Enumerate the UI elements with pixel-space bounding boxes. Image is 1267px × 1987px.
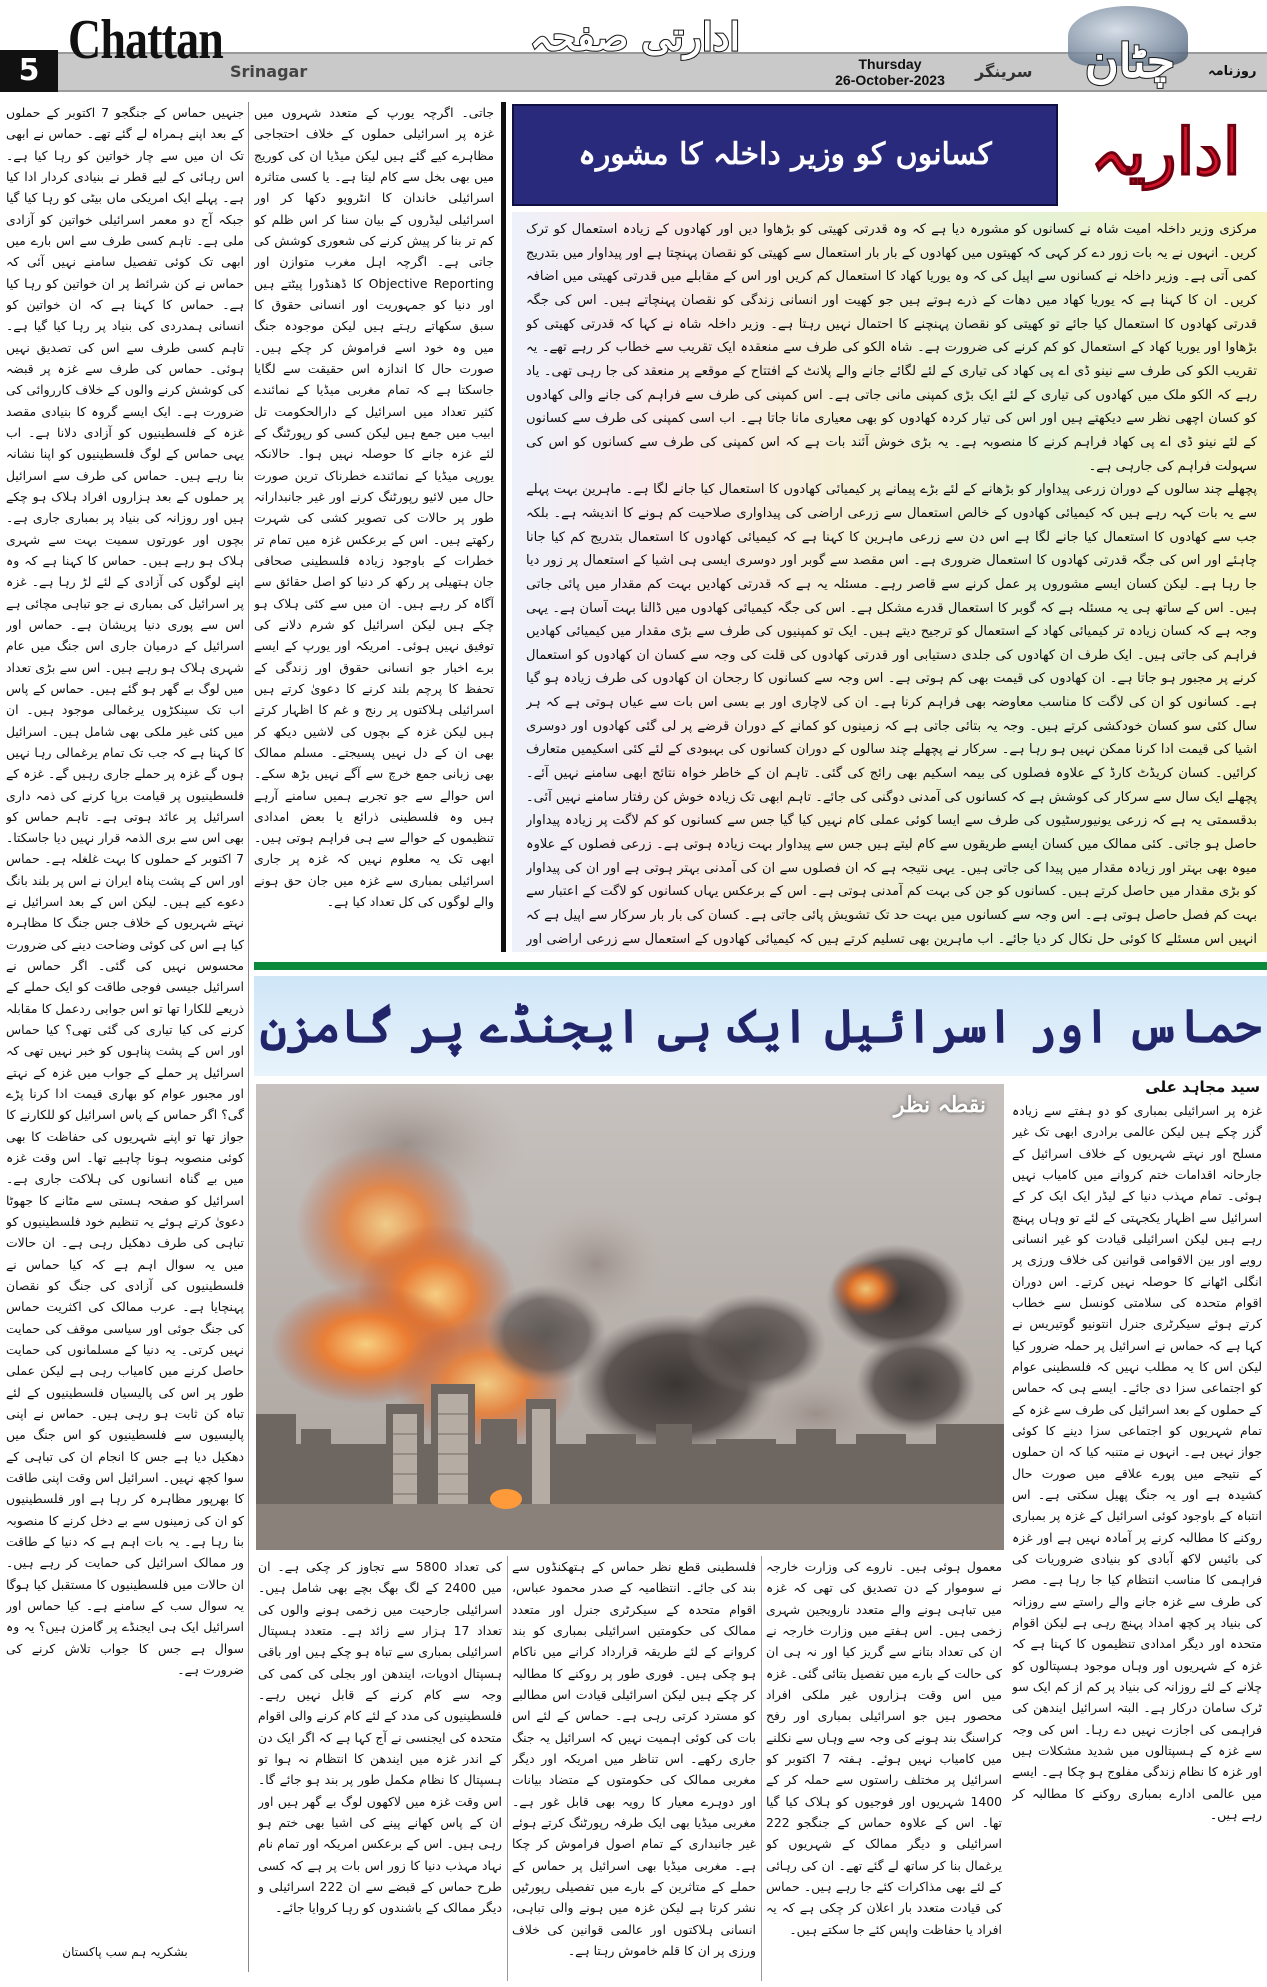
brand-logo-urdu-text: چٹان <box>1084 34 1176 88</box>
daily-label: روزنامہ <box>1208 64 1257 79</box>
column-text: کی تعداد 5800 سے تجاوز کر چکی ہے۔ ان میں 2400 کے لگ بھگ بچے بھی شامل ہیں۔ اسرائیلی جارحیت میں زخمی ہونے والوں کی تعداد 17 ہزار سے زائد ہے۔ متعدد ہسپتال اسرائیلی بمباری سے تباہ ہو چکے ہیں اور باقی ہسپتال ادویات، ایندھن اور بجلی کی کمی کی وجہ سے کام کرنے کے قابل نہیں رہے۔ فلسطینیوں کی مدد کے لئے کام کرنے والی اقوام متحدہ کی ایجنسی نے آج کہا ہے کہ اگر ایک دن کے اندر غزہ میں ایندھن کا انتظام نہ ہوا تو ہسپتال کا نظام مکمل طور پر بند ہو جائے گا۔ اس وقت غزہ میں لاکھوں لوگ بے گھر ہیں اور ان کے پاس کھانے پینے کی اشیا بھی ختم ہو رہی ہیں۔ اس کے برعکس امریکہ اور تمام نام نہاد مہذب دنیا کا زور اس بات پر ہے کہ کسی طرح حماس کے قبضے سے ان 222 اسرائیلی و دیگر ممالک کے باشندوں کو رہا کروایا جائے۔ <box>258 1559 502 1916</box>
article-headline-band <box>254 976 1267 1076</box>
article-bottom-column-1 <box>766 1556 1002 1981</box>
column-text: معمول ہوئی ہیں۔ ناروے کی وزارت خارجہ نے سوموار کے دن تصدیق کی تھی کہ غزہ میں تباہی ہونے والے متعدد نارویجین شہری زخمی ہیں۔ اس ہفتے میں وزارت خارجہ نے ان کی تعداد بتانے سے گریز کیا اور نہ ہی ان کی حالت کے بارے میں تفصیل بتائی گئی۔ غزہ میں اس وقت ہزاروں غیر ملکی افراد محصور ہیں جو اسرائیلی بمباری اور رفح کراسنگ بند ہونے کی وجہ سے وہاں سے نکلنے میں کامیاب نہیں ہوئے۔ ہفتہ 7 اکتوبر کو اسرائیل پر مختلف راستوں سے حملہ کر کے 1400 شہریوں اور فوجیوں کو ہلاک کیا گیا تھا۔ اس کے علاوہ حماس کے جنگجو 222 اسرائیلی و دیگر ممالک کے شہریوں کو یرغمال بنا کر ساتھ لے گئے تھے۔ ان کی رہائی کے لئے بھی مذاکرات کئے جا رہے ہیں۔ حماس کی قیادت متعدد بار اعلان کر چکی ہے کہ یہ افراد یا حفاظت واپس کئے جا سکتے ہیں۔ <box>766 1559 1002 1937</box>
issue-day: Thursday <box>858 56 922 72</box>
article-credit: بشکریہ ہم سب پاکستان <box>62 1945 188 1959</box>
article-bottom-column-3 <box>258 1556 502 1981</box>
article-continuation-column-2 <box>254 102 494 954</box>
editorial-paragraph: پچھلے چند سالوں کے دوران زرعی پیداوار کو بڑھانے کے لئے بڑے پیمانے پر کیمیائی کھادوں کا استعمال کیا جانے لگا ہے۔ ماہرین بہت پہلے سے یہ بات کہہ رہے ہیں کہ کیمیائی کھادوں کے خالص استعمال سے زرعی اراضی کی پیداواری صلاحیت کم ہونے کا اندیشہ ہے۔ بلکہ جب سے کھادوں کا استعمال کیا جانے لگا ہے اس دن سے زرعی ماہرین کا کہنا ہے کہ کیمیائی کھادوں کا استعمال بتدریج کم کیا جانا چاہئے اور اس کی جگہ قدرتی کھادوں کا استعمال ضروری ہے۔ اس مقصد سے گوبر اور دوسری ایسی ہی اشیا کے استعمال پر زور دیا جا رہا ہے۔ لیکن کسان ایسے مشوروں پر عمل کرنے سے قاصر رہے۔ مسئلہ یہ ہے کہ قدرتی کھادیں بہت کم مقدار میں پائی جاتی ہیں۔ اس کے ساتھ ہی یہ مسئلہ ہے کہ گوبر کا استعمال قدرے مشکل ہے۔ اس کی جگہ کیمیائی کھادوں میں ڈالنا بہت آسان ہے۔ یہی وجہ ہے کہ کسان زیادہ تر کیمیائی کھاد کے استعمال کو ترجیح دیتے ہیں۔ ایک تو کمپنیوں کی طرف سے بڑی مقدار میں کیمیائی کھادیں فراہم کی جاتی ہیں۔ ایک طرف ان کھادوں کی جلدی دستیابی اور قدرتی کھادوں کی قلت کی وجہ سے کسان ان کھادوں کو استعمال کرنے پر مجبور ہو جاتا ہے۔ ان کھادوں کی قیمت بھی کم ہوتی ہے۔ اس وجہ سے کسانوں کا رجحان ان کھادوں کی طرف زیادہ ہو گیا ہے۔ کسانوں کو ان کی لاگت کا مناسب معاوضہ بھی فراہم کرنا ہے۔ ان کی لاچاری اور بے بسی اس بات سے عیاں ہوتی ہے کہ ہر سال کئی سو کسان خودکشی کرتے ہیں۔ وجہ یہ بتائی جاتی ہے کہ زمینوں کو کمانے کے دوران قرضے پر لی گئی کھادوں اور دوسری اشیا کی قیمت ادا کرنا ممکن نہیں ہو رہا ہے۔ سرکار نے پچھلے چند سالوں کے دوران کسانوں کی بہبودی کے لئے کئی اسکیمیں متعارف کرائیں۔ کسان کریڈٹ کارڈ کے علاوہ فصلوں کی بیمہ اسکیم بھی رائج کی گئی۔ تاہم ان کے خاطر خواہ نتائج ابھی سامنے نہیں آئے۔ پچھلے ایک سال سے سرکار کی کوشش ہے کہ کسانوں کی آمدنی دوگنی کی جائے۔ تاہم ابھی تک زیادہ خوش کن رفتار سامنے نہیں آئی۔ بدقسمتی یہ ہے کہ زرعی یونیورسٹیوں کی طرف سے ایسا کوئی عملی کام نہیں کیا گیا جس سے کسانوں کو کم لاگت پر زیادہ پیداوار حاصل ہو جاتی۔ کئی ممالک میں کسان ایسے طریقوں سے کام لیتے ہیں جس سے پیداوار بہت زیادہ ہوتی ہے۔ زرعی فصلوں کے علاوہ میوہ بھی بہتر اور زیادہ مقدار میں پیدا کی جاتی ہیں۔ یہی نتیجہ ہے کہ ان فصلوں سے ان کی آمدنی بہتر ہوتی ہے اور ان کی پیداوار کو بڑی مقدار میں حاصل کرتے ہیں۔ کسانوں کو جن کی بہت کم آمدنی ہوتی ہے۔ اس کے برعکس یہاں کسانوں کو لاگت کے اعتبار سے بہت کم فصل حاصل ہوتی ہے۔ اس وجہ سے کسانوں میں بہت حد تک تشویش پائی جاتی ہے۔ کسان کی بار بار سرکار سے اپیل ہے کہ انہیں اس مسئلے کا کوئی حل نکال کر دیا جائے۔ اب ماہرین بھی تسلیم کرتے ہیں کہ کیمیائی کھادوں کے استعمال سے زرعی اراضی اور <box>526 482 1257 946</box>
column-divider-thick <box>501 102 506 952</box>
editorial-label: اداریہ <box>1090 115 1241 190</box>
editorial-headline: کسانوں کو وزیر داخلہ کا مشورہ <box>578 137 992 172</box>
article-photo <box>256 1084 1004 1550</box>
article-headline: حماس اور اسرائیل ایک ہی ایجنڈے پر گامزن <box>259 999 1262 1053</box>
editorial-headline-banner <box>512 104 1058 206</box>
article-column-right <box>1012 1100 1262 1980</box>
editorial-body <box>512 212 1267 952</box>
column-divider <box>507 1556 508 1981</box>
column-divider <box>248 102 249 1972</box>
editorial-paragraph: مرکزی وزیر داخلہ امیت شاہ نے کسانوں کو مشورہ دیا ہے کہ وہ قدرتی کھیتی کو بڑھاوا دیں اور کھادوں کے زیادہ استعمال کو ترک کریں۔ انہوں نے یہ بات زور دے کر کہی کہ کھیتوں میں کھادوں کے بار بار استعمال سے کھیتی کو نقصان پہنچتا ہے اور پیداوار میں بتدریج کمی آتی ہے۔ وزیر داخلہ نے کسانوں سے اپیل کی کہ وہ یوریا کھاد کا استعمال کم کریں اور اس کے مقابلے میں قدرتی کھیتی میں اضافہ کریں۔ ان کا کہنا ہے کہ یوریا کھاد میں دھات کے ذرے ہوتے ہیں جو کھیت اور انسانی زندگی کو نقصان پہنچاتے ہیں۔ اس کی جگہ قدرتی کھادوں کا استعمال کیا جائے تو کھیتی کو نقصان پہنچنے کا احتمال نہیں رہتا ہے۔ وزیر داخلہ شاہ نے کہا کہ قدرتی کھیتی کو بڑھاوا اور یوریا کھاد کے استعمال کو کم کرنے کی ضرورت ہے۔ شاہ الکو کی طرف سے منعقدہ ایک تقریب سے خطاب کر رہے تھے۔ یہ تقریب الکو کی طرف سے نینو ڈی اے پی کھاد کی تیاری کے لئے لگائے جانے والے پلانٹ کے افتتاح کے موقعے پر منعقد کی جا رہی تھی۔ یاد رہے کہ الکو ملک میں کھادوں کی تیاری کے لئے ایک بڑی کمپنی مانی جاتی ہے۔ اس کمپنی کی طرف سے فراہم کی جانے والی کھادوں کو کسان اچھی نظر سے دیکھتے ہیں اور اس کی تیار کردہ کھادوں کو بھی معیاری مانا جاتا ہے۔ اب اسی کمپنی کی طرف سے کسانوں کے لئے نینو ڈی اے پی کھاد فراہم کرنے کا منصوبہ ہے۔ یہ بڑی خوش آئند بات ہے کہ اس کمپنی کی طرف سے کسانوں کو اس کی سہولت فراہم کی جارہی ہے۔ <box>526 222 1257 474</box>
brand-logo-urdu <box>1060 6 1200 92</box>
issue-date: 26-October-2023 <box>835 72 945 88</box>
section-divider <box>254 962 1267 970</box>
gaza-smoke-photo <box>256 1084 1004 1550</box>
section-title: ادارتی صفحہ <box>529 14 741 59</box>
column-text: جاتی۔ اگرچہ یورپ کے متعدد شہروں میں غزہ پر اسرائیلی حملوں کے خلاف احتجاجی مظاہرے کیے گئے ہیں لیکن میڈیا ان کی کوریج میں بھی بخل سے کام لیتا ہے۔ یا کسی متاثرہ اسرائیلی خاندان کا انٹرویو دکھا کر اور اسرائیلی لیڈروں کے بیان سنا کر اس ظلم کو کم تر بنا کر پیش کرنے کی شعوری کوشش کی جاتی ہے۔ اگرچہ اہل مغرب متوازن اور Objective Reporting کا ڈھنڈورا پیٹتے ہیں اور دنیا کو جمہوریت اور انسانی حقوق کا سبق سکھاتے رہتے ہیں لیکن موجودہ جنگ میں وہ خود اسے فراموش کر چکے ہیں۔ صورت حال کا اندازہ اس حقیقت سے لگایا جاسکتا ہے کہ تمام مغربی میڈیا کے نمائندے کثیر تعداد میں اسرائیل کے دارالحکومت تل ابیب میں جمع ہیں لیکن کسی کو رپورٹنگ کے لئے غزہ جانے کا حوصلہ نہیں ہوا۔ حالانکہ یورپی میڈیا کے نمائندے خطرناک ترین صورت حال میں لائیو رپورٹنگ کرنے اور غیر جانبدارانہ طور پر حالات کی تصویر کشی کی شہرت رکھتے ہیں۔ اس کے برعکس غزہ میں تمام تر خطرات کے باوجود زیادہ فلسطینی صحافی جان ہتھیلی پر رکھ کر دنیا کو اصل حقائق سے آگاہ کر رہے ہیں۔ ان میں سے کئی ہلاک ہو چکے ہیں لیکن اسرائیل کو شرم دلانے کی توفیق نہیں ہوئی۔ امریکہ اور یورپ کے ایسے برے اخبار جو انسانی حقوق اور زندگی کے تحفظ کا پرچم بلند کرنے کا دعویٰ کرتے ہیں اسرائیلی ہلاکتوں پر رنج و غم کا اظہار کرتے ہیں لیکن غزہ کے بچوں کی لاشیں دیکھ کر بھی ان کے دل نہیں پسیجتے۔ مسلم ممالک بھی زبانی جمع خرچ سے آگے نہیں بڑھ سکے۔ اس حوالے سے جو تجربے ہمیں سامنے آرہے ہیں وہ فلسطینی ذرائع یا بعض امدادی تنظیموں کے حوالے سے ہی فراہم ہوتی ہیں۔ ابھی تک یہ معلوم نہیں کہ غزہ پر جاری اسرائیلی بمباری سے غزہ میں جان حق ہونے والے لوگوں کی کل تعداد کیا ہے۔ <box>254 105 494 910</box>
editorial-label-box <box>1064 104 1267 206</box>
column-divider <box>761 1556 762 1981</box>
editorial-text <box>526 218 1257 946</box>
page-number: 5 <box>0 50 58 92</box>
article-continuation-column-1 <box>6 102 244 1974</box>
city-urdu: سرینگر <box>975 62 1033 81</box>
brand-logo-latin: Chattan <box>68 9 224 71</box>
masthead <box>0 0 1267 93</box>
photo-section-label: نقطہ نظر <box>893 1092 986 1118</box>
column-text: جنہیں حماس کے جنگجو 7 اکتوبر کے حملوں کے بعد اپنے ہمراہ لے گئے تھے۔ حماس نے ابھی تک ان میں سے چار خواتین کو رہا کیا ہے۔ اس رہائی کے لیے قطر نے بنیادی کردار ادا کیا ہے۔ پہلے ایک امریکی ماں بیٹی کو رہا کیا گیا جبکہ آج دو معمر اسرائیلی خواتین کو آزادی ملی ہے۔ تاہم کسی طرف سے اس بارے میں ابھی تک کوئی تفصیل سامنے نہیں آئی کہ حماس نے کن شرائط پر ان خواتین کو رہا کیا ہے۔ حماس کا کہنا ہے کہ ان خواتین کو انسانی ہمدردی کی بنیاد پر رہا کیا گیا ہے۔ تاہم کسی طرف سے اس کی تصدیق نہیں ہوئی۔ حماس کی طرف سے غزہ پر قبضہ کی کوشش کرنے والوں کے خلاف کارروائی کی ضرورت ہے۔ ایک ایسے گروہ کا بنیادی مقصد غزہ کے فلسطینیوں کو آزادی دلانا ہے۔ اب یہی حماس کے لوگ فلسطینیوں کو اپنا نشانہ بنا رہے ہیں۔ حماس کی طرف سے اسرائیل پر حملوں کے بعد ہزاروں افراد ہلاک ہو چکے ہیں اور روزانہ کی بنیاد پر بمباری جاری ہے۔ بچوں اور عورتوں سمیت بہت سے شہری ہلاک ہو رہے ہیں۔ حماس کا کہنا ہے کہ وہ اپنے لوگوں کی آزادی کے لئے لڑ رہا ہے۔ غزہ پر اسرائیل کی بمباری نے جو تباہی مچائی ہے اس سے پوری دنیا پریشان ہے۔ حماس اور اسرائیل کے درمیان جاری اس جنگ میں عام شہری ہلاک ہو رہے ہیں۔ اس سے بڑی تعداد میں لوگ بے گھر ہو گئے ہیں۔ حماس کے پاس اب تک سینکڑوں یرغمالی موجود ہیں۔ ان میں کئی غیر ملکی بھی شامل ہیں۔ اسرائیل کا کہنا ہے کہ جب تک تمام یرغمالی رہا نہیں ہوں گے غزہ پر حملے جاری رہیں گے۔ غزہ کے فلسطینیوں پر قیامت برپا کرنے کی ذمہ داری اسرائیل پر عائد ہوتی ہے۔ تاہم حماس کو بھی اس سے بری الذمہ قرار نہیں دیا جاسکتا۔ 7 اکتوبر کے حملوں کا بہت غلغلہ ہے۔ حماس اور اس کے پشت پناہ ایران نے اس پر بلند بانگ دعوے کیے ہیں۔ لیکن اس کے بعد اسرائیل نے نہتے شہریوں کے خلاف جس جنگ کا مظاہرہ کیا ہے اس کی کوئی وضاحت دینے کی ضرورت محسوس نہیں کی گئی۔ اگر حماس نے اسرائیل جیسی فوجی طاقت کو ایک حملے کے ذریعے للکارا تھا تو اس جوابی ردعمل کا مقابلہ کرنے کی کیا تیاری کی گئی تھی؟ کیا حماس اور اس کے پشت پناہوں کو خبر نہیں تھی کہ اسرائیل پر حملے کے جواب میں غزہ کے نہتے اور مجبور عوام کو بھاری قیمت ادا کرنا پڑے گی؟ اگر حماس کے پاس اسرائیل کو للکارنے کا جواز تھا تو اپنے شہریوں کی حفاظت کا بھی کوئی منصوبہ ہونا چاہیے تھا۔ اس وقت غزہ میں بے گناہ انسانوں کی ہلاکت جاری ہے۔ اسرائیل کو صفحہ ہستی سے مٹانے کا جھوٹا دعویٰ کرتے ہوئے یہ تنظیم خود فلسطینیوں کو تباہی کی طرف دھکیل رہی ہے۔ ان حالات میں یہ سوال اہم ہے کہ کیا حماس نے فلسطینیوں کی آزادی کی جنگ کو نقصان پہنچایا ہے۔ عرب ممالک کی اکثریت حماس کی جنگ جوئی اور سیاسی موقف کی حمایت نہیں کرتی۔ یہ دنیا کے مسلمانوں کی حمایت حاصل کرنے میں کامیاب رہی ہے لیکن عملی طور پر اس کی پالیسیاں فلسطینیوں کے لئے تباہ کن ثابت ہو رہی ہیں۔ حماس نے اپنی پالیسیوں سے فلسطینیوں کو اس جنگ میں دھکیل دیا ہے جس کا انجام ان کی تباہی کے سوا کچھ نہیں۔ اسرائیل اس وقت اپنی طاقت کا بھرپور مظاہرہ کر رہا ہے اور فلسطینیوں کو ان کی زمینوں سے بے دخل کرنے کا منصوبہ بنا رہا ہے۔ یہ بات اہم ہے کہ دنیا کے طاقت ور ممالک اسرائیل کی حمایت کر رہے ہیں۔ ان حالات میں فلسطینیوں کا مستقبل کیا ہوگا یہ سوال سب کے سامنے ہے۔ کیا حماس اور اسرائیل ایک ہی ایجنڈے پر گامزن ہیں؟ یہ وہ سوال ہے جس کا جواب تلاش کرنے کی ضرورت ہے۔ <box>6 105 244 1677</box>
column-text: فلسطینی قطع نظر حماس کے ہتھکنڈوں سے بند کی جائے۔ انتظامیہ کے صدر محمود عباس، اقوام متحدہ کے سیکرٹری جنرل اور متعدد ممالک کی حکومتیں اسرائیلی بمباری کو بند کروانے کے لئے طریقہ قرارداد کرانے میں ناکام ہو چکی ہیں۔ فوری طور پر روکنے کا مطالبہ کر چکے ہیں لیکن اسرائیلی قیادت اس مطالبے کو مسترد کرتی رہی ہے۔ حماس کے لئے اس بات کی کوئی اہمیت نہیں کہ اسرائیل یہ جنگ جاری رکھے۔ اس تناظر میں امریکہ اور دیگر مغربی ممالک کی حکومتوں کے متضاد بیانات اور دوہرے معیار کا رویہ بھی قابل غور ہے۔ مغربی میڈیا بھی ایک طرفہ رپورٹنگ کرتے ہوئے غیر جانبداری کے تمام اصول فراموش کر چکا ہے۔ مغربی میڈیا بھی اسرائیل پر حماس کے حملے کے متاثرین کے بارے میں تفصیلی رپورٹیں نشر کرتا ہے لیکن غزہ میں ہونے والی تباہی، انسانی ہلاکتوں اور عالمی قوانین کی خلاف ورزی پر ان کا قلم خاموش رہتا ہے۔ <box>512 1559 756 1958</box>
city-latin: Srinagar <box>230 62 308 81</box>
article-byline: سید مجاہد علی <box>1145 1078 1260 1096</box>
column-text: غزہ پر اسرائیلی بمباری کو دو ہفتے سے زیادہ گزر چکے ہیں لیکن عالمی برادری ابھی تک غیر مسلح اور نہتے شہریوں کے خلاف اسرائیل کے جارحانہ اقدامات ختم کروانے میں کامیاب نہیں ہوئی۔ تمام مہذب دنیا کے لیڈر ایک ایک کر کے اسرائیل سے اظہار یکجہتی کے لئے تو وہاں پہنچ رہے ہیں لیکن اسرائیلی قیادت کو غیر انسانی رویے اور بین الاقوامی قوانین کی خلاف ورزی پر انگلی اٹھانے کا حوصلہ نہیں کرتے۔ اس دوران اقوام متحدہ کی سلامتی کونسل سے خطاب کرتے ہوئے سیکرٹری جنرل انتونیو گوتیریس نے کہا ہے کہ حماس نے اسرائیل پر حملہ ضرور کیا لیکن اس کا یہ مطلب نہیں کہ فلسطینی عوام کو اجتماعی سزا دی جائے۔ ایسے ہی کہ حماس کے حملوں کے بعد اسرائیل کی طرف سے غزہ کے تمام شہریوں کو اجتماعی سزا دینے کا کوئی جواز نہیں ہے۔ انہوں نے متنبہ کیا کہ ان حملوں کے نتیجے میں پورے علاقے میں صورت حال کشیدہ ہے اور یہ جنگ پھیل سکتی ہے۔ اس انتباہ کے باوجود کوئی اسرائیل کے غزہ پر بمباری روکنے کا مطالبہ کرنے پر آمادہ نہیں ہے اور غزہ کی بائیس لاکھ آبادی کو بنیادی ضروریات کی فراہمی کا مناسب انتظام کیا جا رہا ہے۔ مصر کی طرف سے غزہ جانے والے راستے سے روزانہ کی بنیاد پر کچھ امداد پہنچ رہی ہے لیکن اقوام متحدہ اور دیگر امدادی تنظیموں کا کہنا ہے کہ غزہ کے شہریوں اور وہاں موجود ہسپتالوں کو چلانے کے لئے روزانہ کی بنیاد پر کم از کم ایک سو ٹرک سامان درکار ہے۔ البتہ اسرائیل ایندھن کی فراہمی کی اجازت نہیں دے رہا۔ اس کی وجہ سے غزہ کے ہسپتالوں میں شدید مشکلات ہیں اور غزہ کا نظام زندگی مفلوج ہو چکا ہے۔ ایسے میں عالمی ادارے بمباری روکنے کا مطالبہ کر رہے ہیں۔ <box>1012 1103 1262 1822</box>
article-bottom-column-2 <box>512 1556 756 1981</box>
